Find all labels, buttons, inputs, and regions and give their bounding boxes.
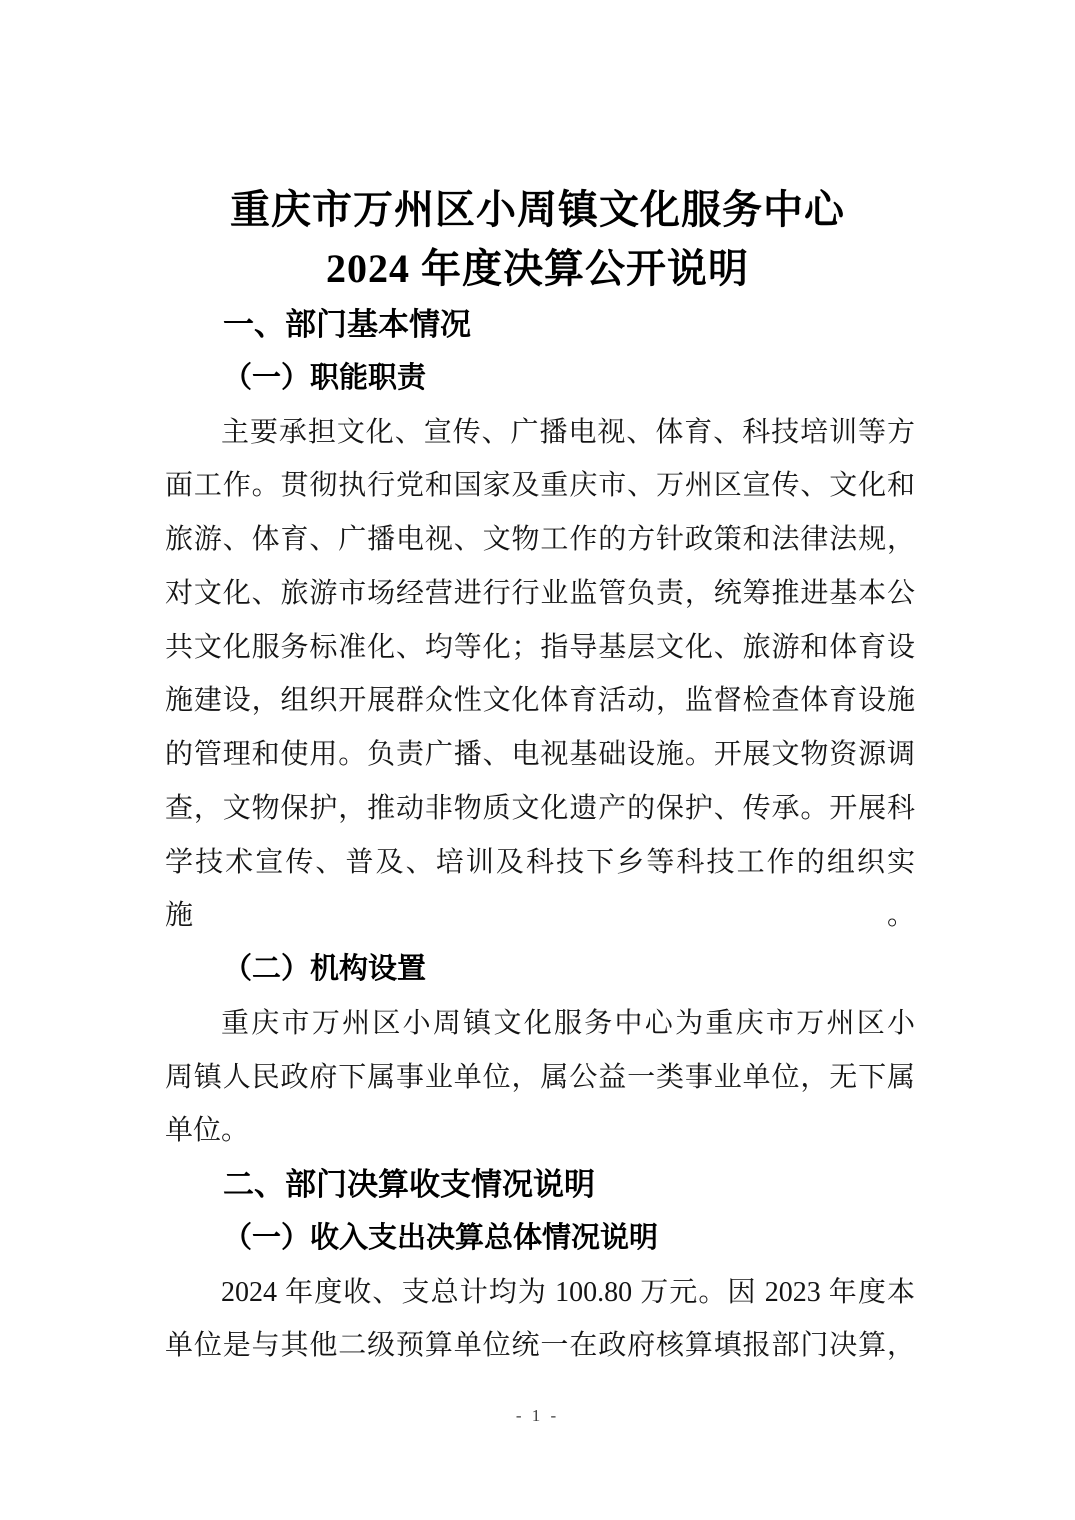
- document-title-line-1: 重庆市万州区小周镇文化服务中心: [230, 187, 845, 232]
- page-number: - 1 -: [515, 1406, 560, 1425]
- document-title-line-2: 2024 年度决算公开说明: [326, 246, 749, 291]
- section-heading: 一、部门基本情况: [223, 307, 471, 342]
- paragraph-line: 对文化、旅游市场经营进行行业监管负责，统筹推进基本公: [165, 577, 915, 609]
- paragraph: [165, 1266, 915, 1374]
- paragraph: [165, 997, 915, 1158]
- paragraph-line: 学技术宣传、普及、培训及科技下乡等科技工作的组织实施。: [165, 846, 915, 932]
- paragraph-line: 单位是与其他二级预算单位统一在政府核算填报部门决算，: [165, 1330, 915, 1362]
- page-footer: [0, 1402, 1075, 1430]
- paragraph-line: 主要承担文化、宣传、广播电视、体育、科技培训等方: [221, 416, 915, 448]
- section-heading: 二、部门决算收支情况说明: [223, 1167, 595, 1202]
- document-body: [165, 298, 915, 1373]
- document-title: [0, 0, 1075, 298]
- subsection-heading: （一）职能职责: [223, 361, 427, 394]
- paragraph-line: 的管理和使用。负责广播、电视基础设施。开展文物资源调: [165, 739, 915, 770]
- paragraph-line: 旅游、体育、广播电视、文物工作的方针政策和法律法规，: [165, 524, 915, 555]
- subsection-heading: （一）收入支出决算总体情况说明: [223, 1221, 659, 1254]
- paragraph: [165, 406, 915, 944]
- paragraph-line: 施建设，组织开展群众性文化体育活动，监督检查体育设施: [165, 685, 915, 717]
- subsection-heading: （二）机构设置: [223, 953, 427, 985]
- paragraph-line: 2024 年度收、支总计均为 100.80 万元。因 2023 年度本: [221, 1276, 915, 1308]
- paragraph-line: 面工作。贯彻执行党和国家及重庆市、万州区宣传、文化和: [165, 470, 915, 502]
- paragraph-line: 单位。: [165, 1115, 250, 1147]
- paragraph-line: 周镇人民政府下属事业单位，属公益一类事业单位，无下属: [165, 1061, 915, 1093]
- paragraph-line: 查，文物保护，推动非物质文化遗产的保护、传承。开展科: [165, 792, 915, 824]
- paragraph-line: 重庆市万州区小周镇文化服务中心为重庆市万州区小: [221, 1007, 915, 1039]
- paragraph-line: 共文化服务标准化、均等化；指导基层文化、旅游和体育设: [165, 631, 915, 663]
